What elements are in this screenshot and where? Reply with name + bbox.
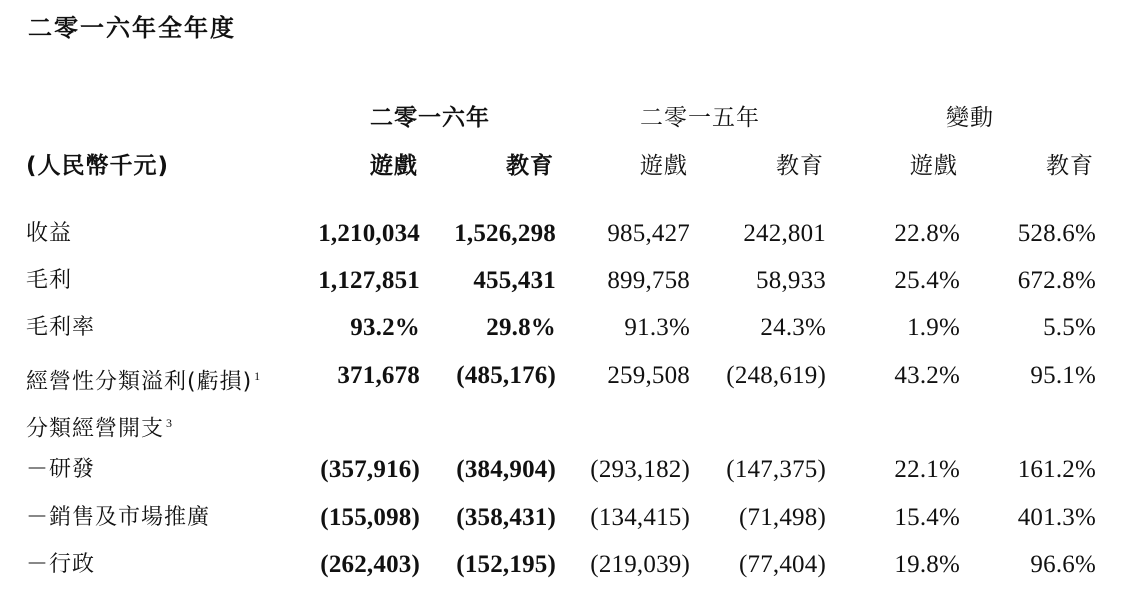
cell-2015-games: 899,758 [607, 267, 690, 294]
cell-2015-education: (248,619) [726, 362, 826, 389]
footnote-marker: 3 [166, 416, 173, 430]
cell-2015-education: 242,801 [743, 220, 826, 247]
cell-2015-education: 24.3% [760, 314, 826, 341]
header-2015-education: 教育 [776, 153, 824, 179]
cell-2016-games: 371,678 [337, 362, 420, 389]
header-change-education: 教育 [1046, 153, 1094, 179]
cell-change-education: 528.6% [1017, 220, 1096, 247]
cell-2016-education: 29.8% [486, 314, 556, 341]
cell-2016-games: 1,210,034 [318, 220, 420, 247]
row-label: －銷售及市場推廣 [26, 505, 211, 530]
cell-2016-education: (358,431) [456, 504, 556, 531]
cell-2015-games: (293,182) [590, 456, 690, 483]
cell-change-education: 401.3% [1017, 504, 1096, 531]
page-title: 二零一六年全年度 [28, 14, 236, 42]
row-label: 毛利 [26, 268, 73, 293]
row-label: －行政 [26, 552, 96, 577]
cell-change-education: 161.2% [1017, 456, 1096, 483]
header-2015-games: 遊戲 [640, 153, 688, 179]
cell-2016-games: 1,127,851 [318, 267, 420, 294]
cell-change-games: 15.4% [894, 504, 960, 531]
header-2016-games: 遊戲 [370, 153, 418, 179]
cell-2016-education: (485,176) [456, 362, 556, 389]
header-2016-education: 教育 [506, 153, 554, 179]
cell-2015-education: (71,498) [738, 504, 826, 531]
cell-2015-games: 259,508 [607, 362, 690, 389]
cell-2015-games: (219,039) [590, 551, 690, 578]
row-label: 經營性分類溢利(虧損) $^1$ [26, 369, 261, 395]
cell-2015-games: (134,415) [590, 504, 690, 531]
cell-change-games: 25.4% [894, 267, 960, 294]
cell-2015-games: 91.3% [624, 314, 690, 341]
header-2015: 二零一五年 [640, 105, 760, 131]
header-change: 變動 [946, 105, 994, 131]
header-2016: 二零一六年 [370, 105, 490, 131]
cell-2015-education: (77,404) [738, 551, 826, 578]
cell-change-games: 43.2% [894, 362, 960, 389]
cell-2016-games: (262,403) [320, 551, 420, 578]
cell-2016-education: 1,526,298 [454, 220, 556, 247]
cell-2016-education: 455,431 [473, 267, 556, 294]
header-change-games: 遊戲 [910, 153, 958, 179]
cell-2015-education: 58,933 [756, 267, 826, 294]
cell-2015-education: (147,375) [726, 456, 826, 483]
cell-change-education: 672.8% [1017, 267, 1096, 294]
row-label: 收益 [26, 221, 73, 246]
cell-change-games: 1.9% [907, 314, 960, 341]
cell-change-education: 5.5% [1043, 314, 1096, 341]
cell-change-education: 95.1% [1030, 362, 1096, 389]
cell-change-games: 19.8% [894, 551, 960, 578]
unit-label: (人民幣千元) [26, 153, 170, 179]
cell-2016-education: (384,904) [456, 456, 556, 483]
cell-2016-games: (155,098) [320, 504, 420, 531]
row-label: －研發 [26, 457, 96, 482]
row-label: 分類經營開支 $^3$ [26, 416, 173, 442]
cell-2016-education: (152,195) [456, 551, 556, 578]
footnote-marker: 1 [254, 369, 261, 383]
row-label: 毛利率 [26, 315, 96, 340]
cell-2015-games: 985,427 [607, 220, 690, 247]
cell-change-education: 96.6% [1030, 551, 1096, 578]
cell-2016-games: 93.2% [350, 314, 420, 341]
cell-change-games: 22.1% [894, 456, 960, 483]
cell-change-games: 22.8% [894, 220, 960, 247]
cell-2016-games: (357,916) [320, 456, 420, 483]
